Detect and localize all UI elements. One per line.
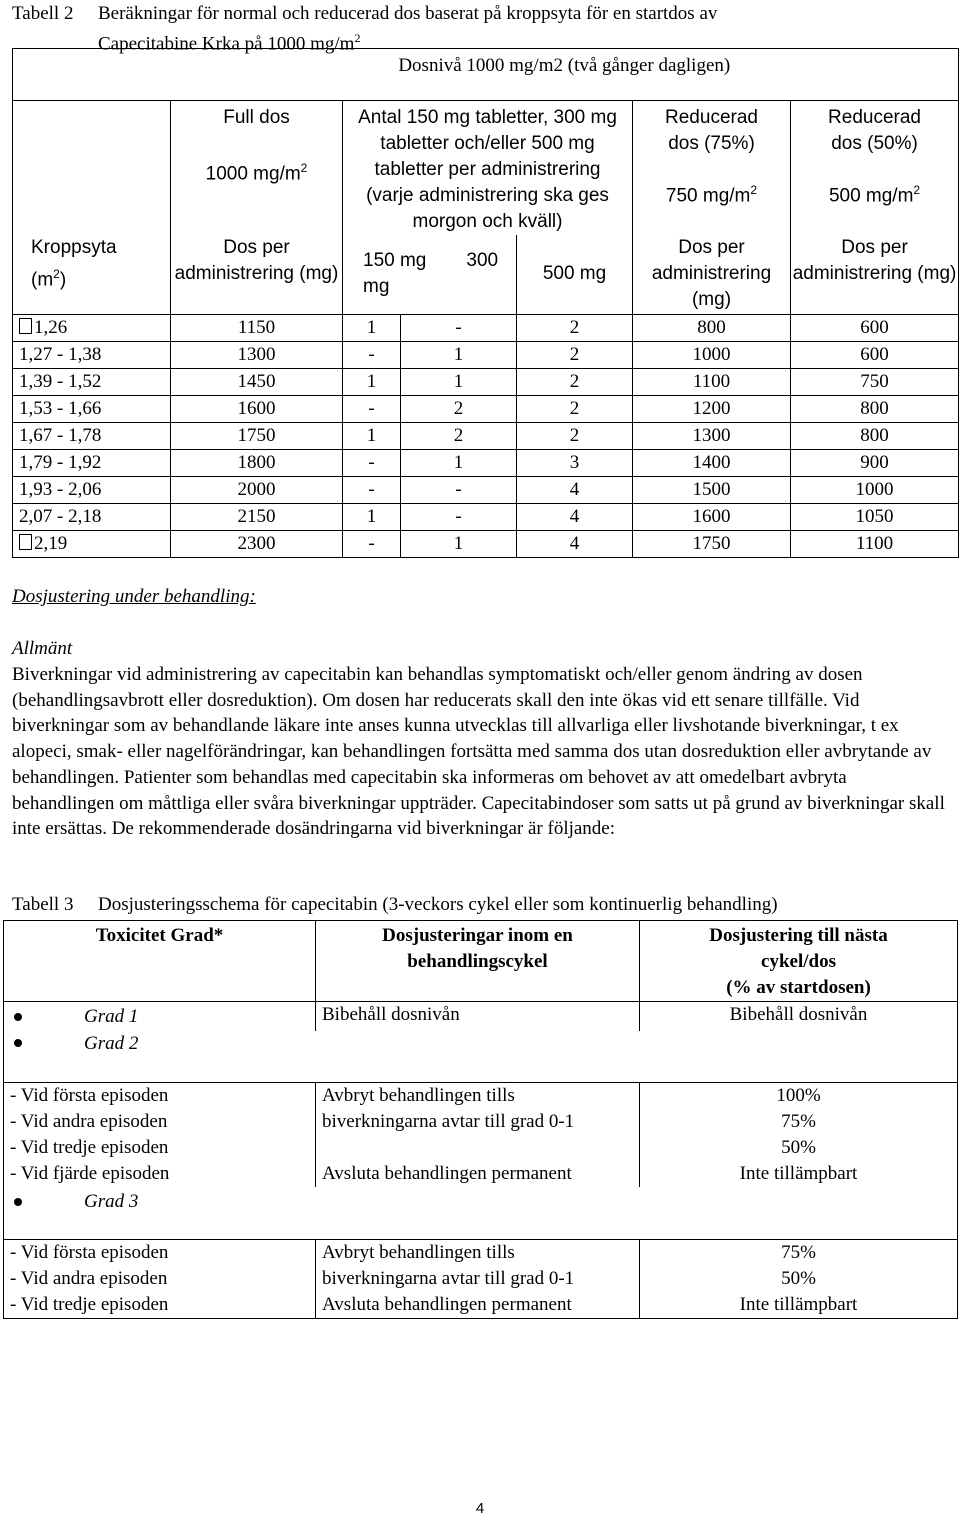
table-row [13,341,959,368]
table-cell: - [401,503,517,530]
missing-glyph-icon [19,534,32,550]
table-row [13,476,959,503]
table-cell: 2 [401,395,517,422]
next-cycle-header: Dosjustering till nästa cykel/dos (% av startdosen) [640,921,958,1002]
superscript: 2 [354,31,361,45]
grade-3-row: Grad 3 [4,1187,316,1239]
tablets-header: Antal 150 mg tabletter, 300 mg tabletter och/eller 500 mg tabletter per administrering (varje administrering ska ges morgon och kväll) [343,101,633,236]
table-cell: 1,53 - 1,66 [13,395,171,422]
table-cell: 3 [517,449,633,476]
table-cell: - [401,476,517,503]
grade-1-next: Bibehåll dosnivån [640,1002,958,1031]
table-cell: 800 [791,422,959,449]
table-cell: - [343,530,401,557]
table-cell: 1100 [633,368,791,395]
table-cell: 1,39 - 1,52 [13,368,171,395]
reduced-75-header: Reducerad dos (75%) 750 $mg/m^2$ [633,101,791,236]
grade-1-within: Bibehåll dosnivån [316,1002,640,1031]
table-row [13,314,959,341]
reduced-50-header: Reducerad dos (50%) 500 $mg/m^2$ [791,101,959,236]
table-cell: 2000 [171,476,343,503]
table-cell: 1600 [633,503,791,530]
table-row [13,422,959,449]
grade-2-next-2: 75% [640,1109,958,1135]
table-cell: 2 [517,368,633,395]
grade-2-interrupt: Avbryt behandlingen tills biverkningarna avtar till grad 0-1 [316,1083,640,1162]
tablet-300-header: 300 mg [363,250,499,298]
body-paragraph: Biverkningar vid administrering av capecitabin kan behandlas symptomatiskt och/eller genom ändring av dosen (behandlingsavbrott eller dosreduktion). Om dosen har reducerats skall den inte ökas vid ett senare tillfälle. Vid biverkningar som av behandlande läkare inte anses kunna utvecklas till allvarliga eller livshotande biverkningar, t ex alopeci, smak- eller nagelförändringar, kan behandlingen fortsätta med samma dos utan dosreduktion eller avbrytande av behandlingen. Patienter som behandlas med capecitabin ska informeras om behovet av att omedelbart avbryta behandlingen om måttliga eller svåra biverkningar uppträder. Capecitabindoser som satts ut på grund av biverkningar skall inte ersättas. De rekommenderade dosändringarna vid biverkningar är följande: [12,664,945,840]
table-cell: 2,19 [13,530,171,557]
table-cell: 2 [517,341,633,368]
table-cell: 1,93 - 2,06 [13,476,171,503]
page-number: 4 [475,1500,485,1517]
table-cell: 1750 [633,530,791,557]
section-heading: Dosjustering under behandling: [12,586,256,607]
table-cell: 1300 [171,341,343,368]
table-cell: 1800 [171,449,343,476]
dose-adjustment-table [3,920,958,1319]
table-cell: 750 [791,368,959,395]
table-cell: 1000 [791,476,959,503]
grade-3-next-3: Inte tillämpbart [640,1292,958,1319]
table-cell: 1,67 - 1,78 [13,422,171,449]
table-cell: 600 [791,341,959,368]
table-cell: 1 [343,314,401,341]
dose-table [12,48,959,558]
grade-3-stop: Avsluta behandlingen permanent [316,1292,640,1319]
table2-caption-line2: Capecitabine Krka på 1000 mg/m [98,33,355,55]
table-cell: 2300 [171,530,343,557]
table-row [13,503,959,530]
grade-2-third-episode: - Vid tredje episoden [4,1135,316,1161]
toxicity-grade-header: Toxicitet Grad* [4,921,316,1002]
dose-level-header: Dosnivå 1000 mg/m2 (två gånger dagligen) [171,49,959,101]
table-cell: 1000 [633,341,791,368]
table2-caption-line1: Beräkningar för normal och reducerad dos baserat på kroppsyta för en startdos av [98,3,718,24]
table-cell: - [343,341,401,368]
tablet-150-header: 150 mg 300 mg [343,235,517,314]
bullet-icon [14,1013,22,1021]
table3-caption [12,893,778,917]
table-cell: 1,79 - 1,92 [13,449,171,476]
table-cell: 2 [517,422,633,449]
table-cell: 1200 [633,395,791,422]
table-cell: 800 [791,395,959,422]
reduced-50-admin-header: Dos per administrering (mg) [791,235,959,314]
table-cell: 1,27 - 1,38 [13,341,171,368]
table-cell: 1050 [791,503,959,530]
grade-3-second-episode: - Vid andra episoden [4,1266,316,1292]
table-cell: - [343,476,401,503]
dose-per-admin-header: Dos per administrering (mg) [171,235,343,314]
table-cell: 600 [791,314,959,341]
grade-3-interrupt: Avbryt behandlingen tills biverkningarna avtar till grad 0-1 [316,1239,640,1292]
table-cell: 1,26 [13,314,171,341]
table-cell: 800 [633,314,791,341]
table-cell: 2,07 - 2,18 [13,503,171,530]
table3-caption-text: Dosjusteringsschema för capecitabin (3-veckors cykel eller som kontinuerlig behandling) [98,894,778,915]
grade-3-next-1: 75% [640,1239,958,1266]
table-cell: 2 [401,422,517,449]
grade-2-first-episode: - Vid första episoden [4,1083,316,1110]
reduced-75-admin-header: Dos per administrering (mg) [633,235,791,314]
table-cell: 1 [401,368,517,395]
bullet-icon [14,1039,22,1047]
grade-3-first-episode: - Vid första episoden [4,1239,316,1266]
within-cycle-header: Dosjusteringar inom en behandlingscykel [316,921,640,1002]
table3-number: Tabell 3 [12,894,74,915]
table-cell: - [401,314,517,341]
grade-2-row: Grad 2 [4,1031,316,1083]
table-cell: 1 [343,422,401,449]
table-cell: 900 [791,449,959,476]
table-cell: 1 [401,449,517,476]
full-dose-header: Full dos 1000 $mg/m^2$ [171,101,343,236]
tablet-500-header: 500 mg [517,235,633,314]
table-cell: 1 [401,530,517,557]
table-row [13,449,959,476]
table-cell: 2 [517,395,633,422]
table-cell: 1500 [633,476,791,503]
reduced-75-value: 750 mg/m [665,185,751,207]
grade-2-stop: Avsluta behandlingen permanent [316,1161,640,1187]
subsection-heading: Allmänt [12,638,73,659]
body-surface-header: Kroppsyta $(m^2)$ [13,235,171,314]
table-cell: 1600 [171,395,343,422]
table-cell: 4 [517,476,633,503]
table-cell: 4 [517,530,633,557]
table-row [13,368,959,395]
table-cell: - [343,449,401,476]
table-row [13,530,959,557]
full-dose-value: 1000 mg/m [205,163,301,185]
grade-1-row: Grad 1 [4,1002,316,1031]
table-cell: 2 [517,314,633,341]
grade-2-next-3: 50% [640,1135,958,1161]
table-row [13,395,959,422]
table-cell: 1450 [171,368,343,395]
grade-2-next-4: Inte tillämpbart [640,1161,958,1187]
table-cell: 1 [343,503,401,530]
bullet-icon [14,1198,22,1206]
table-cell: 4 [517,503,633,530]
grade-3-third-episode: - Vid tredje episoden [4,1292,316,1319]
grade-3-next-2: 50% [640,1266,958,1292]
table-cell: 1400 [633,449,791,476]
grade-2-second-episode: - Vid andra episoden [4,1109,316,1135]
reduced-50-value: 500 mg/m [828,185,914,207]
table-cell: 1300 [633,422,791,449]
table-cell: 1 [343,368,401,395]
table-cell: 2150 [171,503,343,530]
table-cell: 1150 [171,314,343,341]
grade-2-next-1: 100% [640,1083,958,1110]
grade-2-fourth-episode: - Vid fjärde episoden [4,1161,316,1187]
missing-glyph-icon [19,318,32,334]
table-cell: - [343,395,401,422]
table2-number: Tabell 2 [12,3,74,24]
table-cell: 1750 [171,422,343,449]
table-cell: 1 [401,341,517,368]
table-cell: 1100 [791,530,959,557]
